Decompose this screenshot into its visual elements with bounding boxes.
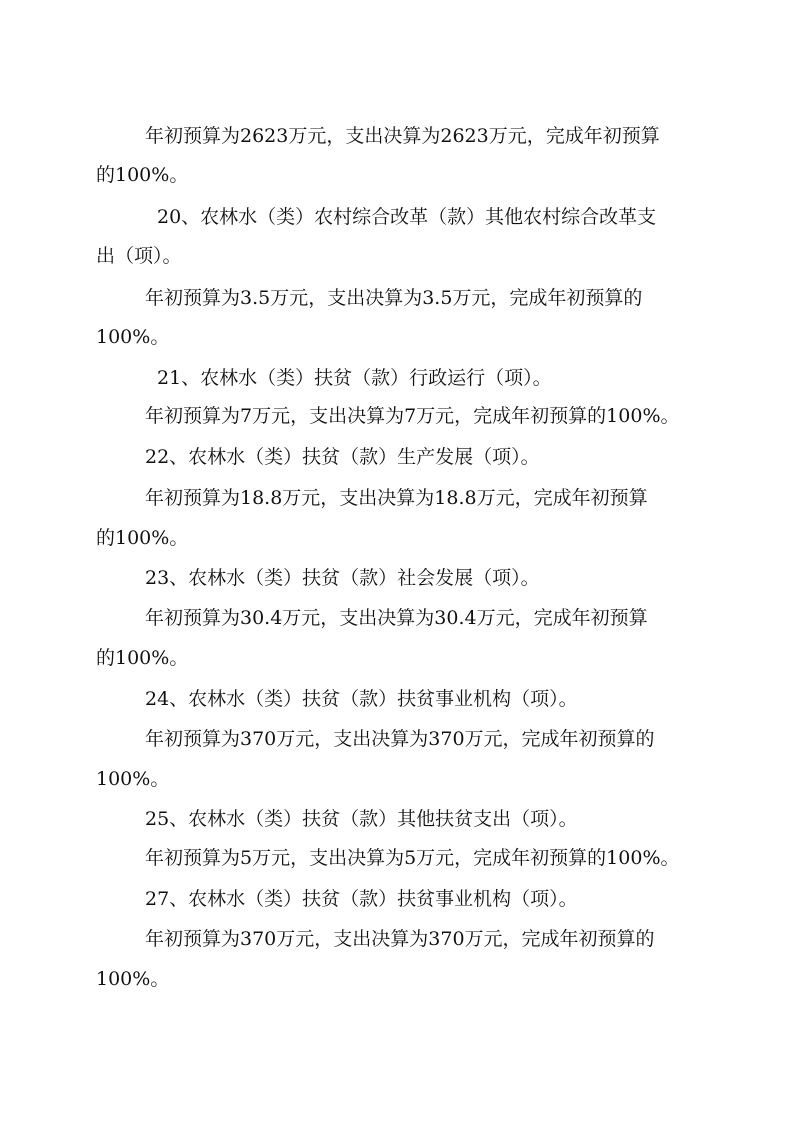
text-line: 年初预算为18.8万元，支出决算为18.8万元，完成年初预算: [145, 487, 648, 509]
text-line: 年初预算为370万元，支出决算为370万元，完成年初预算的: [145, 928, 655, 950]
text-line: 的100%。: [96, 527, 189, 549]
text-line: 年初预算为3.5万元，支出决算为3.5万元，完成年初预算的: [145, 287, 643, 309]
section-heading: 22、农林水（类）扶贫（款）生产发展（项）。: [145, 446, 540, 468]
text-line: 的100%。: [96, 647, 189, 669]
text-line: 100%。: [96, 326, 170, 348]
section-heading: 25、农林水（类）扶贫（款）其他扶贫支出（项）。: [145, 808, 578, 830]
section-heading: 20、农林水（类）农村综合改革（款）其他农村综合改革支: [157, 206, 657, 228]
text-line: 的100%。: [96, 164, 189, 186]
text-line: 年初预算为2623万元，支出决算为2623万元，完成年初预算: [145, 125, 660, 147]
text-line: 100%。: [96, 768, 170, 790]
text-line: 年初预算为370万元，支出决算为370万元，完成年初预算的: [145, 728, 655, 750]
section-heading: 21、农林水（类）扶贫（款）行政运行（项）。: [157, 367, 552, 389]
text-line: 年初预算为30.4万元，支出决算为30.4万元，完成年初预算: [145, 607, 648, 629]
text-line: 年初预算为7万元，支出决算为7万元，完成年初预算的100%。: [145, 405, 680, 427]
text-line: 年初预算为5万元，支出决算为5万元，完成年初预算的100%。: [145, 847, 680, 869]
section-heading: 24、农林水（类）扶贫（款）扶贫事业机构（项）。: [145, 688, 578, 710]
section-heading: 23、农林水（类）扶贫（款）社会发展（项）。: [145, 567, 540, 589]
text-line: 出（项）。: [96, 245, 182, 267]
section-heading: 27、农林水（类）扶贫（款）扶贫事业机构（项）。: [145, 888, 578, 910]
text-line: 100%。: [96, 968, 170, 990]
